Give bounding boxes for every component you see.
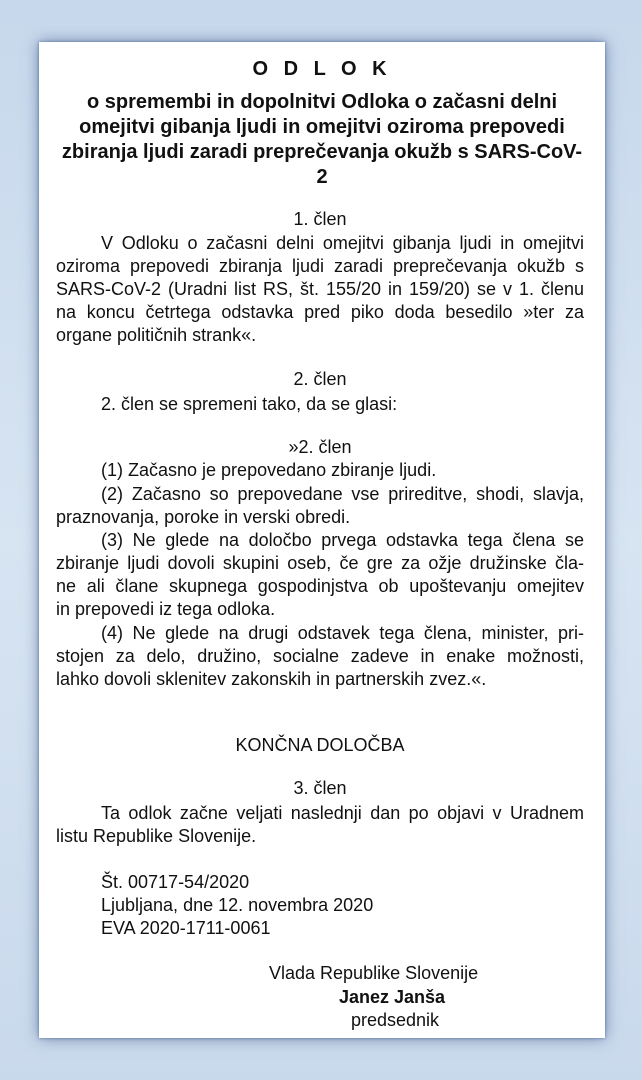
article-2-line: (1) Začasno je prepovedano zbiranje ljudi. xyxy=(101,460,437,480)
article-3-line: Ta odlok začne veljati naslednji dan po objavi v Uradnem xyxy=(101,803,584,823)
document-title: O D L O K xyxy=(252,58,392,80)
article-2-line: stojen za delo, družino, socialne zadeve in enake možnosti, xyxy=(56,646,584,666)
reference-number: Št. 00717-54/2020 xyxy=(101,872,250,892)
article-3-heading: 3. člen xyxy=(293,778,347,798)
article-1-line: oziroma prepovedi zbiranja ljudi zaradi preprečevanja okužb s xyxy=(56,256,584,276)
article-2-quoted-heading: »2. člen xyxy=(288,437,352,457)
article-3-line: listu Republike Slovenije. xyxy=(56,826,257,846)
signature-name: Janez Janša xyxy=(339,987,446,1007)
article-2-line: (3) Ne glede na določbo prvega odstavka tega člena se xyxy=(101,530,584,550)
document-subtitle: o spremembi in dopolnitvi Odloka o začasni delni omejitvi gibanja ljudi in omejitvi oziroma prepovedi zbiranja ljudi zaradi preprečevanja okužb s SARS-CoV-2 xyxy=(61,91,583,188)
signature-body: Vlada Republike Slovenije xyxy=(269,963,479,983)
article-2-line: lahko dovoli sklenitev zakonskih in partnerskih zvez.«. xyxy=(56,669,487,689)
article-2-intro: 2. člen se spremeni tako, da se glasi: xyxy=(101,394,398,414)
article-1-line: V Odloku o začasni delni omejitvi gibanja ljudi in omejitvi xyxy=(101,233,584,253)
article-2-line: zbiranje ljudi dovoli skupini oseb, če gre za ožje družinske čla- xyxy=(56,553,584,573)
article-1-line: na koncu četrtega odstavka pred piko doda besedilo »ter za xyxy=(56,302,584,322)
article-1-line: SARS-CoV-2 (Uradni list RS, št. 155/20 in 159/20) se v 1. členu xyxy=(56,279,584,299)
article-1-line: organe političnih strank«. xyxy=(56,325,257,345)
place-date: Ljubljana, dne 12. novembra 2020 xyxy=(101,895,374,915)
article-1-heading: 1. člen xyxy=(293,209,347,229)
article-2-heading: 2. člen xyxy=(293,369,347,389)
article-2-line: (2) Začasno so prepovedane vse prireditve, shodi, slavja, xyxy=(101,484,584,504)
article-2-line: in prepovedi iz tega odloka. xyxy=(56,599,276,619)
final-section-heading: KONČNA DOLOČBA xyxy=(235,735,405,755)
signature-role: predsednik xyxy=(351,1010,440,1030)
article-2-line: ne ali člane skupnega gospodinjstva ob upoštevanju omejitev xyxy=(56,576,584,596)
eva-number: EVA 2020-1711-0061 xyxy=(101,918,271,938)
article-2-line: praznovanja, poroke in verski obredi. xyxy=(56,507,351,527)
article-2-line: (4) Ne glede na drugi odstavek tega člena, minister, pri- xyxy=(101,623,584,643)
document-page xyxy=(39,42,605,1038)
